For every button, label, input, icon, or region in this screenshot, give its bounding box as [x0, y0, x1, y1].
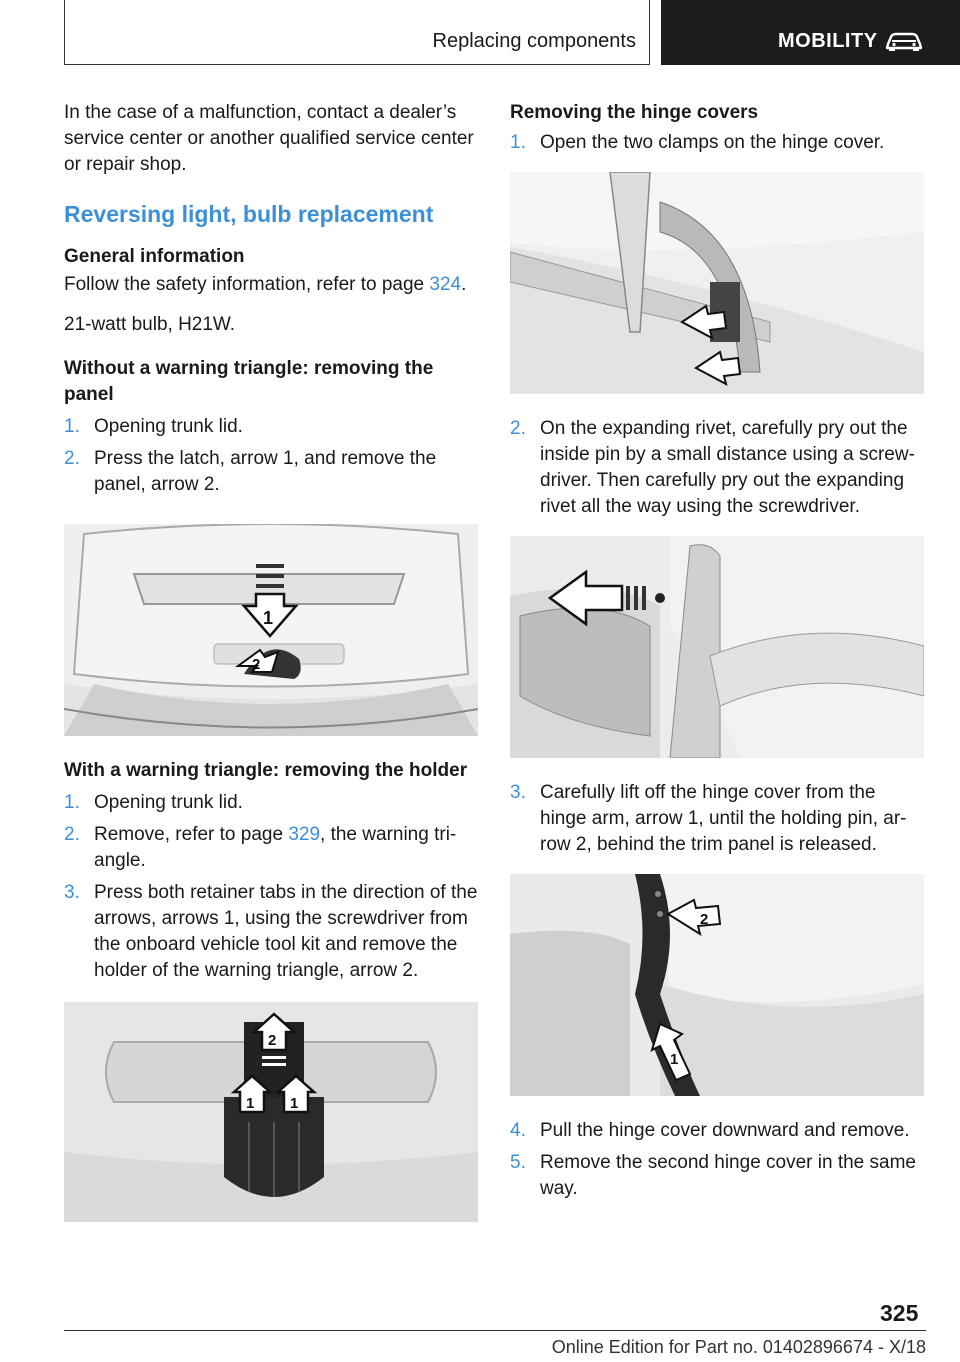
page-link-329[interactable]: 329: [288, 824, 321, 845]
step-number: 1.: [64, 792, 80, 813]
triangle-holder-illustration: [64, 1002, 478, 1222]
step-text: Opening trunk lid.: [94, 416, 243, 437]
hinge-clamps-illustration: [510, 172, 924, 394]
step-text: On the expanding rivet, carefully pry out the inside pin by a small distance using a screw‐driver. Then carefully pry out the expanding rivet all the way using the screwdriver.: [540, 418, 915, 517]
header-section-title: Replacing components: [432, 30, 636, 52]
right-column: [510, 100, 926, 1208]
left-column: [64, 100, 482, 1244]
hinge-covers-heading: Removing the hinge covers: [510, 102, 759, 123]
step-text: Remove the second hinge cover in the same way.: [540, 1152, 916, 1199]
step-number: 3.: [510, 782, 526, 803]
step-text-post: , the warning tri‐angle.: [94, 824, 457, 871]
header-divider-mid: [649, 0, 650, 65]
header-chapter-title: MOBILITY: [778, 30, 878, 52]
step-number: 5.: [510, 1152, 526, 1173]
step-text: Carefully lift off the hinge cover from the hinge arm, arrow 1, until the holding pin, ar‐row 2, behind the trim panel is released.: [540, 782, 907, 855]
list-item: [510, 1118, 926, 1144]
step-number: 2.: [510, 418, 526, 439]
header-divider-left: [64, 0, 65, 64]
step-number: 1.: [64, 416, 80, 437]
step-number: 2.: [64, 448, 80, 469]
arrow-label-1: 1: [670, 1051, 679, 1068]
page-link-324[interactable]: 324: [429, 274, 462, 295]
arrow-label-2: 2: [252, 656, 261, 673]
without-triangle-heading: Without a warning triangle: removing the panel: [64, 358, 434, 405]
trunk-panel-illustration: [64, 524, 478, 736]
list-item: [64, 790, 482, 816]
arrow-label-2: 2: [700, 911, 709, 928]
list-item: [510, 416, 926, 520]
arrow-label-1: 1: [290, 1095, 299, 1112]
hinge-arm-illustration: [510, 874, 924, 1096]
step-number: 1.: [510, 132, 526, 153]
safety-paragraph: [64, 272, 482, 298]
list-item: [510, 130, 926, 156]
edition-note: Online Edition for Part no. 01402896674 - X/18: [551, 1337, 926, 1357]
safety-text-end: .: [461, 274, 467, 295]
section-title: Reversing light, bulb replacement: [64, 201, 434, 227]
with-triangle-heading: With a warning triangle: removing the holder: [64, 760, 468, 781]
footer-divider: [64, 1330, 926, 1331]
bulb-spec: 21-watt bulb, H21W.: [64, 314, 236, 335]
step-number: 4.: [510, 1120, 526, 1141]
list-item: [64, 822, 482, 874]
step-text: Pull the hinge cover downward and remove.: [540, 1120, 910, 1141]
arrow-label-1: 1: [263, 608, 274, 628]
header-divider-bottom: [64, 64, 650, 65]
step-text: Open the two clamps on the hinge cover.: [540, 132, 885, 153]
car-icon: [884, 30, 924, 52]
list-item: [510, 1150, 926, 1202]
list-item: [510, 780, 926, 858]
expanding-rivet-illustration: [510, 536, 924, 758]
list-item: [64, 446, 482, 498]
step-text: [94, 824, 456, 871]
step-text: Opening trunk lid.: [94, 792, 243, 813]
safety-text: Follow the safety information, refer to page: [64, 274, 430, 295]
page-number: 325: [880, 1300, 919, 1326]
step-number: 2.: [64, 824, 80, 845]
step-number: 3.: [64, 882, 80, 903]
list-item: [64, 880, 482, 984]
step-text: Press both retainer tabs in the direction of the arrows, arrows 1, using the screwdriver from the onboard vehicle tool kit and remove the holder of the warning triangle, arrow 2.: [94, 882, 478, 981]
step-text-pre: Remove, refer to page: [94, 824, 289, 845]
intro-paragraph: In the case of a malfunction, contact a dealer’s service center or another qualified service center or repair shop.: [64, 102, 474, 175]
list-item: [64, 414, 482, 440]
step-text: Press the latch, arrow 1, and remove the panel, arrow 2.: [94, 448, 437, 495]
general-heading: General information: [64, 246, 245, 267]
arrow-label-1: 1: [246, 1095, 255, 1112]
arrow-label-2: 2: [268, 1032, 277, 1049]
